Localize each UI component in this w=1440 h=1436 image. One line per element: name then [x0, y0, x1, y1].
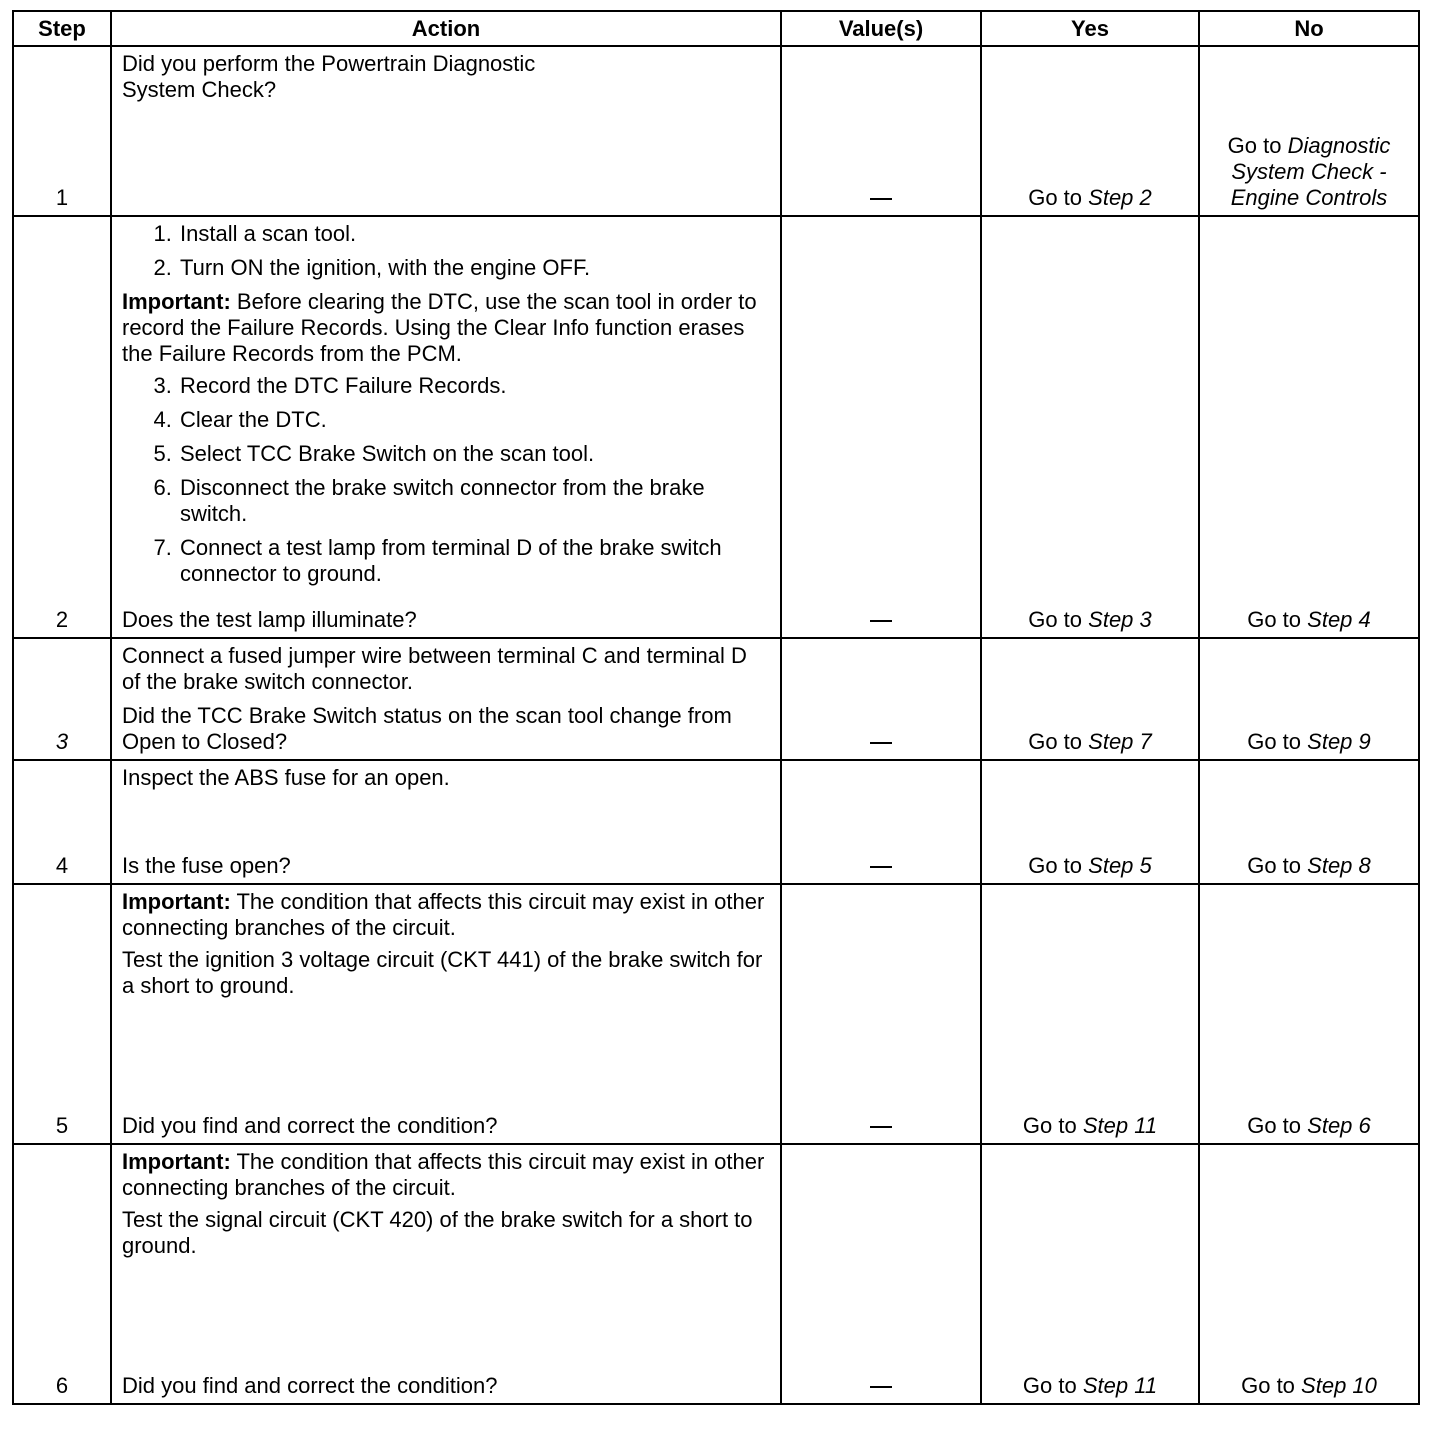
no-cell: [1199, 46, 1419, 216]
value-cell: [781, 46, 981, 216]
value-cell: [781, 760, 981, 884]
header-yes: Yes: [981, 11, 1199, 46]
header-action: Action: [111, 11, 781, 46]
action-cell: [111, 760, 781, 884]
table-row: [13, 216, 1419, 638]
go-to-label: Go to: [1028, 185, 1083, 210]
dash-mark: [870, 1126, 892, 1128]
list-item: 4. Clear the DTC.: [178, 407, 770, 433]
important-note: [122, 1149, 770, 1201]
header-no: No: [1199, 11, 1419, 46]
action-question: Did you perform the Powertrain Diagnostic System Check?: [122, 51, 536, 102]
dash-mark: [870, 742, 892, 744]
go-to-label: Go to: [1028, 607, 1083, 632]
no-target: Step 4: [1307, 607, 1371, 632]
action-question: Did you find and correct the condition?: [122, 1113, 498, 1138]
yes-cell: [981, 216, 1199, 638]
step-number: 3: [13, 638, 111, 760]
action-question: Does the test lamp illuminate?: [122, 607, 417, 632]
important-note: [122, 889, 770, 941]
no-cell: [1199, 638, 1419, 760]
procedure-list: [122, 221, 770, 281]
value-cell: [781, 884, 981, 1144]
go-to-label: Go to: [1247, 607, 1302, 632]
important-text: The condition that affects this circuit may exist in other connecting branches of the circuit.: [122, 889, 765, 940]
list-item: 2. Turn ON the ignition, with the engine OFF.: [178, 255, 770, 281]
no-target: Step 8: [1307, 853, 1371, 878]
yes-target: Step 11: [1082, 1113, 1158, 1138]
no-target: Step 9: [1307, 729, 1371, 754]
diagnostic-table: [12, 10, 1420, 1405]
important-label: Important:: [122, 889, 231, 914]
yes-cell: [981, 760, 1199, 884]
no-target: Step 6: [1307, 1113, 1371, 1138]
go-to-label: Go to: [1247, 853, 1302, 878]
action-question: Is the fuse open?: [122, 853, 291, 878]
step-number: 4: [13, 760, 111, 884]
dash-mark: [870, 866, 892, 868]
value-cell: [781, 216, 981, 638]
dash-mark: [870, 1386, 892, 1388]
dash-mark: [870, 198, 892, 200]
go-to-label: Go to: [1028, 729, 1083, 754]
yes-target: Step 2: [1088, 185, 1152, 210]
step-number: 2: [13, 216, 111, 638]
dash-mark: [870, 620, 892, 622]
no-cell: [1199, 884, 1419, 1144]
go-to-label: Go to: [1241, 1373, 1295, 1398]
action-question: Did you find and correct the condition?: [122, 1373, 498, 1398]
action-cell: [111, 46, 781, 216]
step-number: 5: [13, 884, 111, 1144]
action-cell: [111, 216, 781, 638]
table-row: [13, 760, 1419, 884]
action-text: Inspect the ABS fuse for an open.: [122, 765, 450, 790]
list-item: 6. Disconnect the brake switch connector from the brake switch.: [178, 475, 770, 527]
action-question: Did the TCC Brake Switch status on the scan tool change from Open to Closed?: [122, 703, 732, 754]
go-to-label: Go to: [1028, 853, 1083, 878]
table-row: [13, 1144, 1419, 1404]
no-cell: [1199, 1144, 1419, 1404]
no-target: Step 10: [1301, 1373, 1377, 1398]
yes-cell: [981, 638, 1199, 760]
value-cell: [781, 638, 981, 760]
step-number: 6: [13, 1144, 111, 1404]
yes-cell: [981, 884, 1199, 1144]
table-row: [13, 638, 1419, 760]
action-text: Connect a fused jumper wire between terminal C and terminal D of the brake switch connector.: [122, 643, 747, 694]
action-cell: [111, 884, 781, 1144]
procedure-list: [122, 373, 770, 587]
yes-target: Step 11: [1082, 1373, 1158, 1398]
go-to-label: Go to: [1247, 1113, 1302, 1138]
yes-target: Step 3: [1088, 607, 1152, 632]
table-row: [13, 46, 1419, 216]
go-to-label: Go to: [1022, 1113, 1077, 1138]
list-item: 7. Connect a test lamp from terminal D of the brake switch connector to ground.: [178, 535, 770, 587]
action-text: Test the signal circuit (CKT 420) of the brake switch for a short to ground.: [122, 1207, 753, 1258]
yes-target: Step 7: [1088, 729, 1152, 754]
important-note: [122, 289, 770, 367]
important-text: Before clearing the DTC, use the scan tool in order to record the Failure Records. Using the Clear Info function erases the Failure Records from the PCM.: [122, 289, 757, 366]
list-item: 3. Record the DTC Failure Records.: [178, 373, 770, 399]
step-number: 1: [13, 46, 111, 216]
important-text: The condition that affects this circuit may exist in other connecting branches of the circuit.: [122, 1149, 765, 1200]
list-item: 1. Install a scan tool.: [178, 221, 770, 247]
yes-target: Step 5: [1088, 853, 1152, 878]
no-target: Diagnostic System Check - Engine Controls: [1230, 133, 1391, 210]
no-cell: [1199, 216, 1419, 638]
yes-cell: [981, 1144, 1199, 1404]
no-cell: [1199, 760, 1419, 884]
go-to-label: Go to: [1227, 133, 1282, 158]
important-label: Important:: [122, 1149, 231, 1174]
important-label: Important:: [122, 289, 231, 314]
yes-cell: [981, 46, 1199, 216]
header-step: Step: [13, 11, 111, 46]
action-cell: [111, 1144, 781, 1404]
header-row: [13, 11, 1419, 46]
go-to-label: Go to: [1022, 1373, 1077, 1398]
value-cell: [781, 1144, 981, 1404]
list-item: 5. Select TCC Brake Switch on the scan tool.: [178, 441, 770, 467]
table-row: [13, 884, 1419, 1144]
go-to-label: Go to: [1247, 729, 1302, 754]
action-text: Test the ignition 3 voltage circuit (CKT 441) of the brake switch for a short to ground.: [122, 947, 763, 998]
header-values: Value(s): [781, 11, 981, 46]
action-cell: [111, 638, 781, 760]
